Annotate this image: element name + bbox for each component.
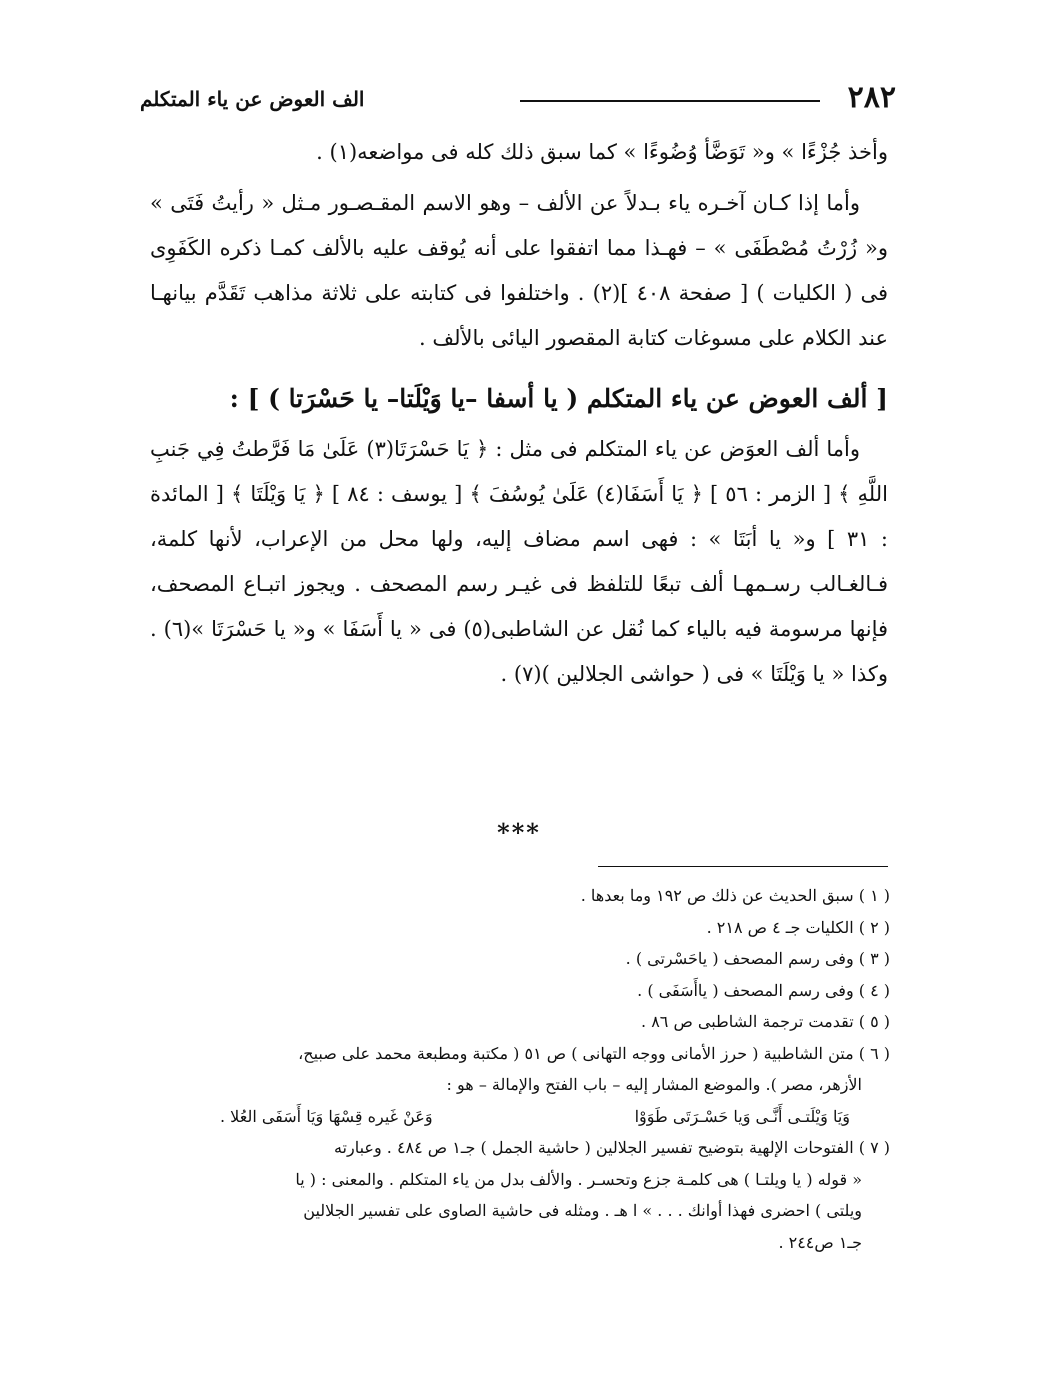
paragraph-maqsur: وأما إذا كـان آخـره ياء بـدلاً عن الألف – وهو الاسم المقـصـور مـثل « رأيتُ فَتَى » و« زُرْتُ مُصْطَفَى » – فهـذا مما اتفقوا على أنه يُوقف عليه بالألف كمـا ذكره الكَفَوِى فى ( الكليات ) [ صفحة ٤٠٨ ](٢) . واختلفوا فى كتابته على ثلاثة مذاهب تَقَدَّم بيانهـا عند الكلام على مسوغات كتابة المقصور اليائى بالألف .	[150, 191, 888, 350]
page-number: ٢٨٢	[847, 80, 896, 115]
footnote-2: ( ٢ ) الكليات جـ ٤ ص ٢١٨ .	[706, 917, 890, 937]
header-rule	[520, 100, 820, 102]
footnote-1: ( ١ ) سبق الحديث عن ذلك ص ١٩٢ وما بعدها .	[580, 886, 890, 905]
verse-first-hemistich: وَيَا وَيْلَتـى أَنَّـى وَيا حَسْـرَتَى طَوَوْا	[634, 1106, 850, 1126]
footnote-7	[150, 1132, 890, 1258]
section-separator: ***	[497, 818, 541, 847]
footnote-rule	[598, 866, 888, 867]
footnote-6-verse	[150, 1101, 890, 1133]
running-title: الف العوض عن ياء المتكلم	[140, 87, 365, 111]
footnote-3: ( ٣ ) وفى رسم المصحف ( ياحَسْرتى ) .	[625, 949, 890, 968]
footnote-6-line-2: الأزهر، مصر ). والموضع المشار إليه – باب الفتح والإمالة – هو :	[446, 1075, 862, 1094]
footnote-4: ( ٤ ) وفى رسم المصحف ( ياأَسَفَى ) .	[637, 980, 890, 1000]
page-header	[140, 80, 900, 120]
footnotes	[150, 880, 890, 1258]
footnote-7-line-3: ويلتى ) احضرى فهذا أوانك . . . » ا هـ . ومثله فى حاشية الصاوى على تفسير الجلالين	[303, 1201, 862, 1220]
footnote-6-line-1: ( ٦ ) متن الشاطبية ( حرز الأمانى ووجه التهانى ) ص ٥١ ( مكتبة ومطبعة محمد على صبيح،	[298, 1043, 890, 1063]
section-heading: [ ألف العوض عن ياء المتكلم ( يا أسفا –يا وَيْلَتا– يا حَسْرَتا ) ] :	[229, 384, 888, 413]
footnote-7-line-2: « قوله ( يا ويلتـا ) هى كلمـة جزع وتحسـر . والألف بدل من ياء المتكلم . والمعنى : ( يا	[295, 1169, 862, 1189]
footnote-5: ( ٥ ) تقدمت ترجمة الشاطبى ص ٨٦ .	[641, 1012, 890, 1031]
verse-second-hemistich: وَعَنْ غَيره قِسْهَا وَيَا أَسَفَى العُلا .	[220, 1106, 433, 1126]
footnote-6	[150, 1038, 890, 1133]
paragraph-continuation: وأخذ جُزْءًا » و« تَوَضَّأ وُضُوءًا » كما سبق ذلك كله فى مواضعه(١) .	[316, 140, 888, 164]
main-text	[150, 130, 888, 703]
footnote-7-line-1: ( ٧ ) الفتوحات الإلهية بتوضيح تفسير الجلالين ( حاشية الجمل ) جـ١ ص ٤٨٤ . وعبارته	[333, 1138, 890, 1157]
paragraph-alif-iwad: وأما ألف العوَض عن ياء المتكلم فى مثل : ﴿ يَا حَسْرَتَا(٣) عَلَىٰ مَا فَرَّطتُ فِي جَنبِ اللَّهِ ﴾ [ الزمر : ٥٦ ] ﴿ يَا أَسَفَا(٤) عَلَىٰ يُوسُفَ ﴾ [ يوسف : ٨٤ ] ﴿ يَا وَيْلَتَا ﴾ [ المائدة : ٣١ ] و« يا أبَتَا » : فهى اسم مضاف إليه، ولها محل من الإعراب، لأنها كلمة، فـالغـالب رسـمهـا ألف تبعًا للتلفظ فى غيـر رسم المصحف . ويجوز اتبـاع المصحف، فإنها مرسومة فيه بالياء كما نُقل عن الشاطبى(٥) فى « يا أَسَفَا » و« يا حَسْرَتَا »(٦) . وكذا « يا وَيْلَتَا » فى ( حواشى الجلالين )(٧) .	[150, 437, 889, 686]
footnote-7-line-4: جـ١ ص٢٤٤ .	[778, 1232, 862, 1252]
